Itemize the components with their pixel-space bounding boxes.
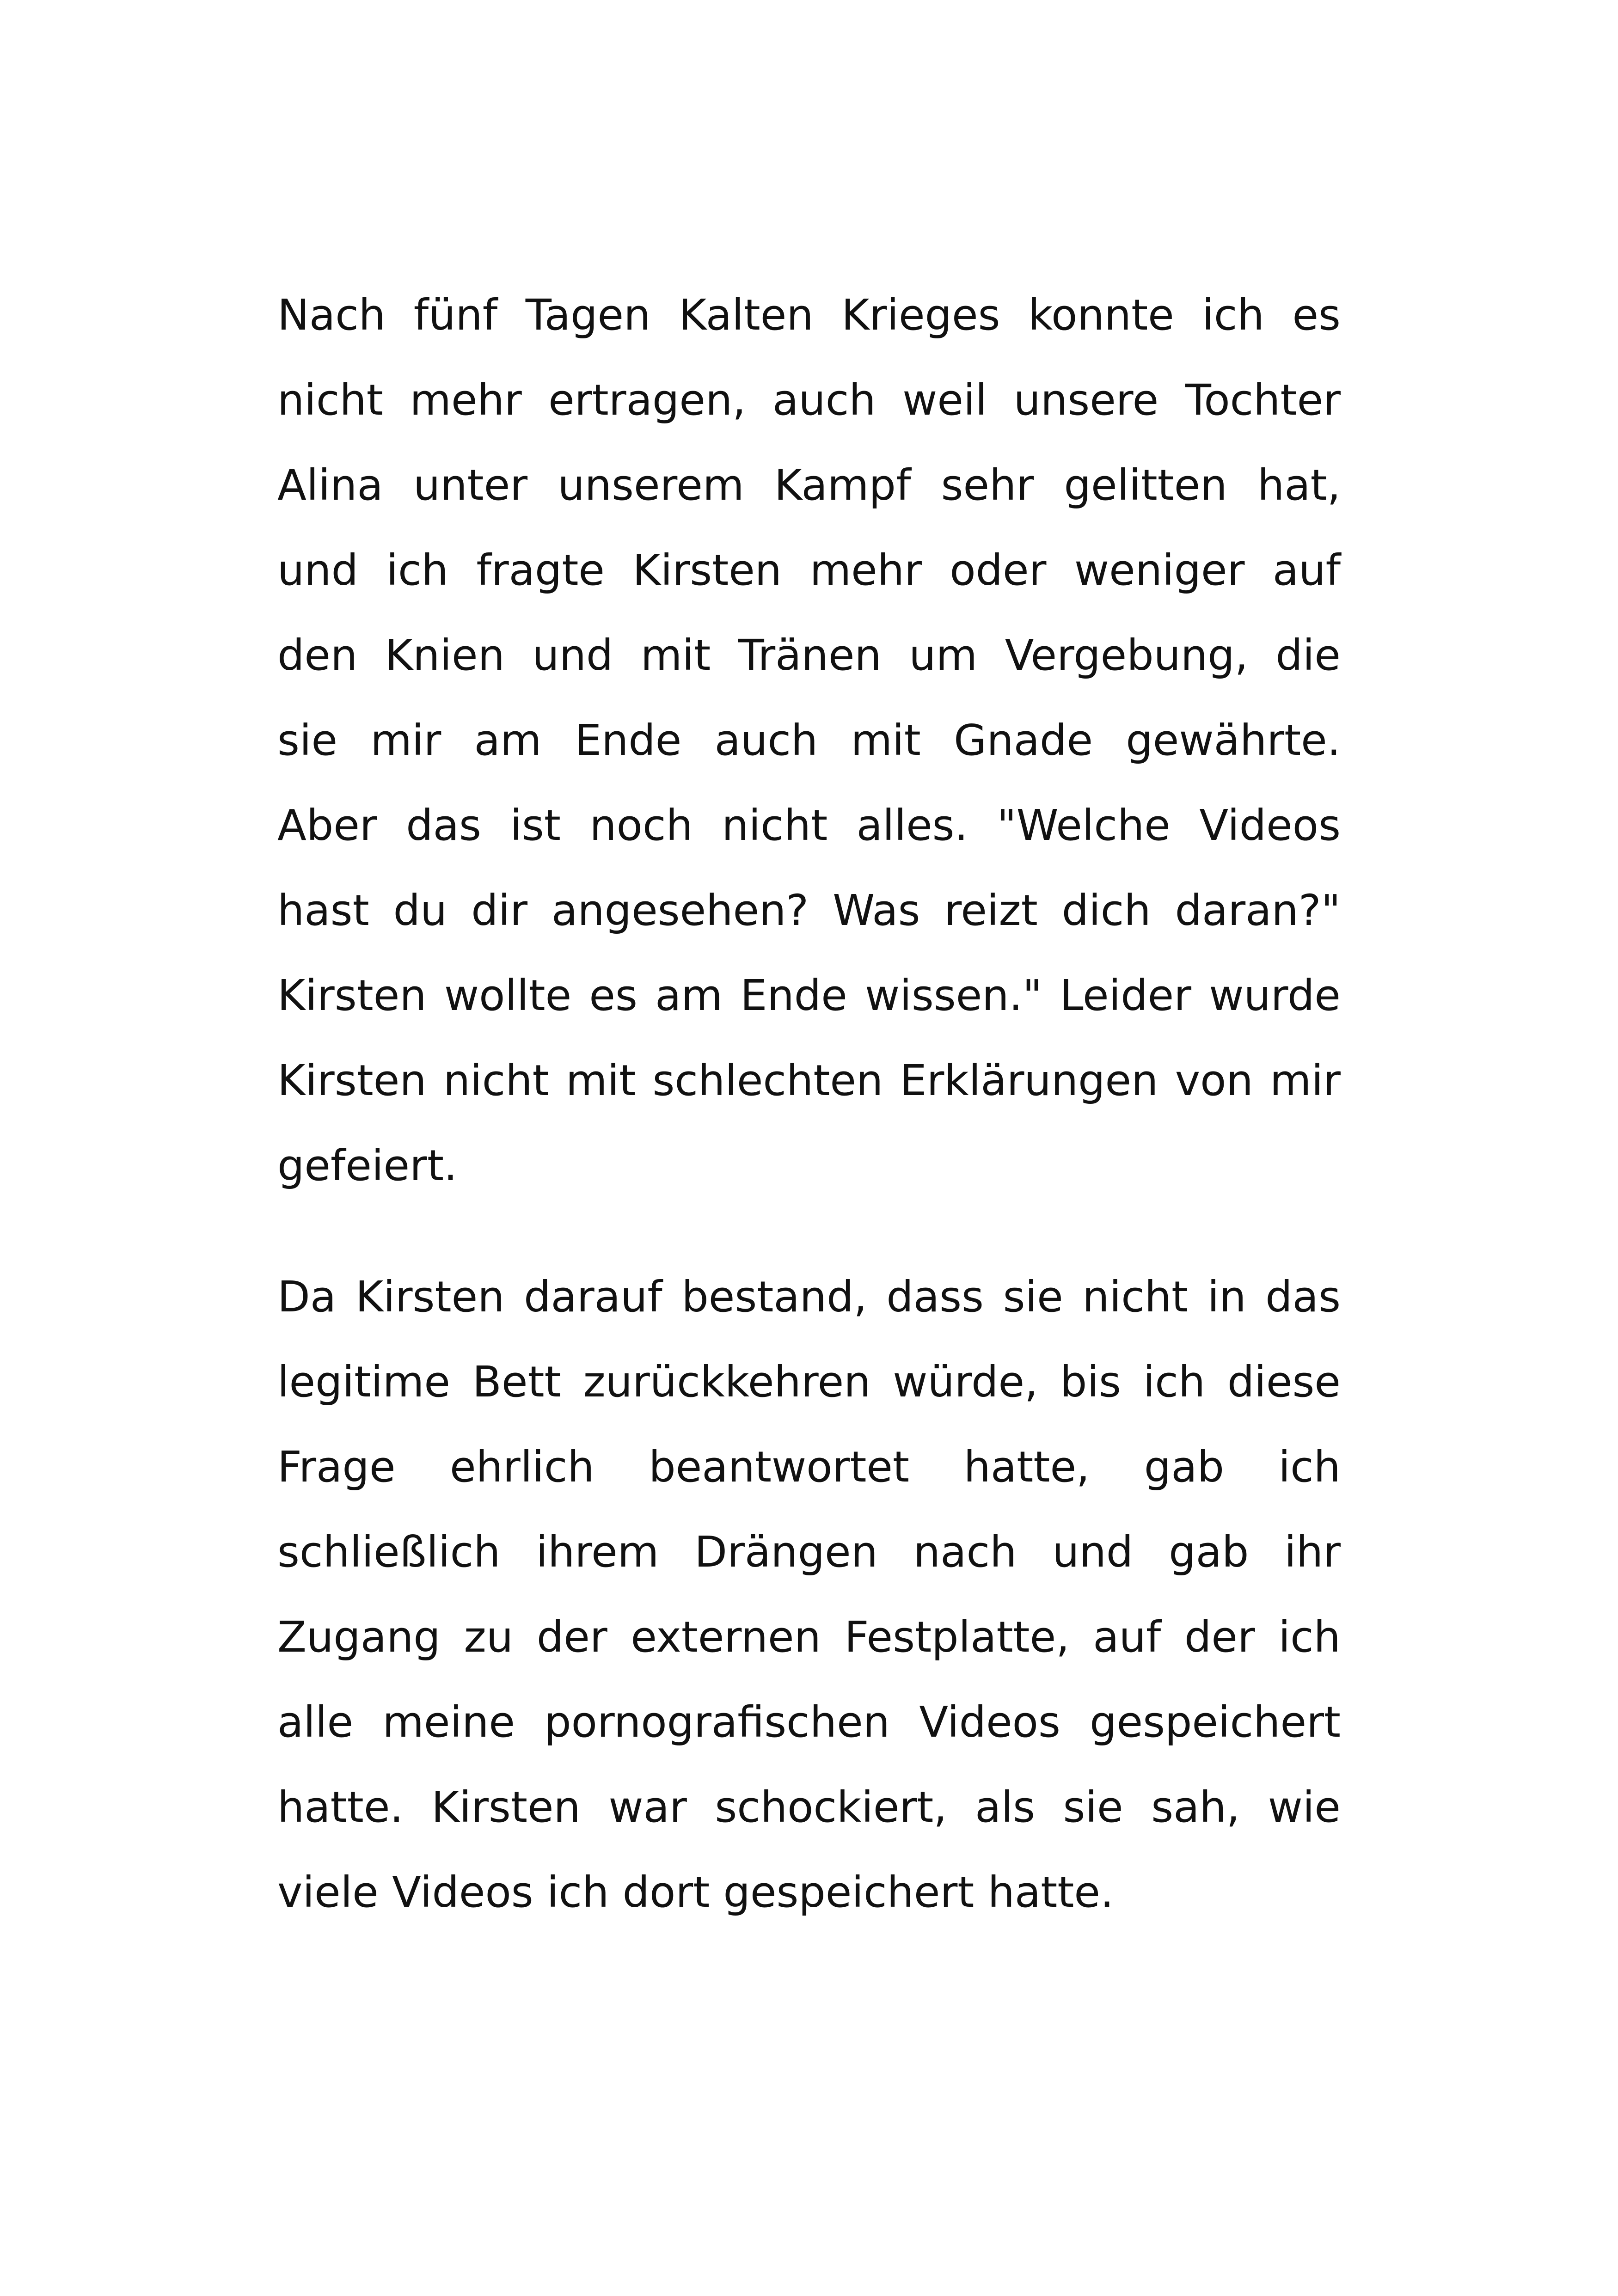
paragraph-line: Aber das ist noch nicht alles. "Welche Videos (277, 801, 1341, 850)
paragraph-line: Nach fünf Tagen Kalten Krieges konnte ich es (277, 290, 1341, 340)
paragraph-line: gefeiert. (277, 1141, 458, 1190)
paragraph-line: Kirsten wollte es am Ende wissen." Leider wurde (277, 971, 1341, 1020)
paragraph-line: nicht mehr ertragen, auch weil unsere Tochter (277, 375, 1341, 425)
paragraph-line: Kirsten nicht mit schlechten Erklärungen von mir (277, 1056, 1341, 1105)
paragraph-line: Alina unter unserem Kampf sehr gelitten hat, (277, 460, 1341, 510)
paragraph-2 (277, 1255, 1341, 1935)
paragraph-line: hatte. Kirsten war schockiert, als sie sah, wie (277, 1782, 1341, 1832)
paragraph-line: Zugang zu der externen Festplatte, auf der ich (277, 1612, 1341, 1662)
paragraph-line: hast du dir angesehen? Was reizt dich daran?" (277, 886, 1341, 935)
paragraph-line: legitime Bett zurückkehren würde, bis ich diese (277, 1357, 1341, 1407)
paragraph-line: den Knien und mit Tränen um Vergebung, die (277, 631, 1341, 680)
paragraph-line: schließlich ihrem Drängen nach und gab ihr (277, 1527, 1341, 1577)
paragraph-line: und ich fragte Kirsten mehr oder weniger auf (277, 545, 1341, 595)
paragraph-1 (277, 273, 1341, 1208)
paragraph-line: Frage ehrlich beantwortet hatte, gab ich (277, 1442, 1341, 1492)
paragraph-line: viele Videos ich dort gespeichert hatte. (277, 1867, 1114, 1917)
paragraph-line: sie mir am Ende auch mit Gnade gewährte. (277, 716, 1341, 765)
text-column (277, 273, 1341, 1935)
paragraph-line: alle meine pornografischen Videos gespeichert (277, 1697, 1341, 1747)
paragraph-spacer (277, 1208, 1341, 1255)
paragraph-line: Da Kirsten darauf bestand, dass sie nicht in das (277, 1272, 1341, 1322)
